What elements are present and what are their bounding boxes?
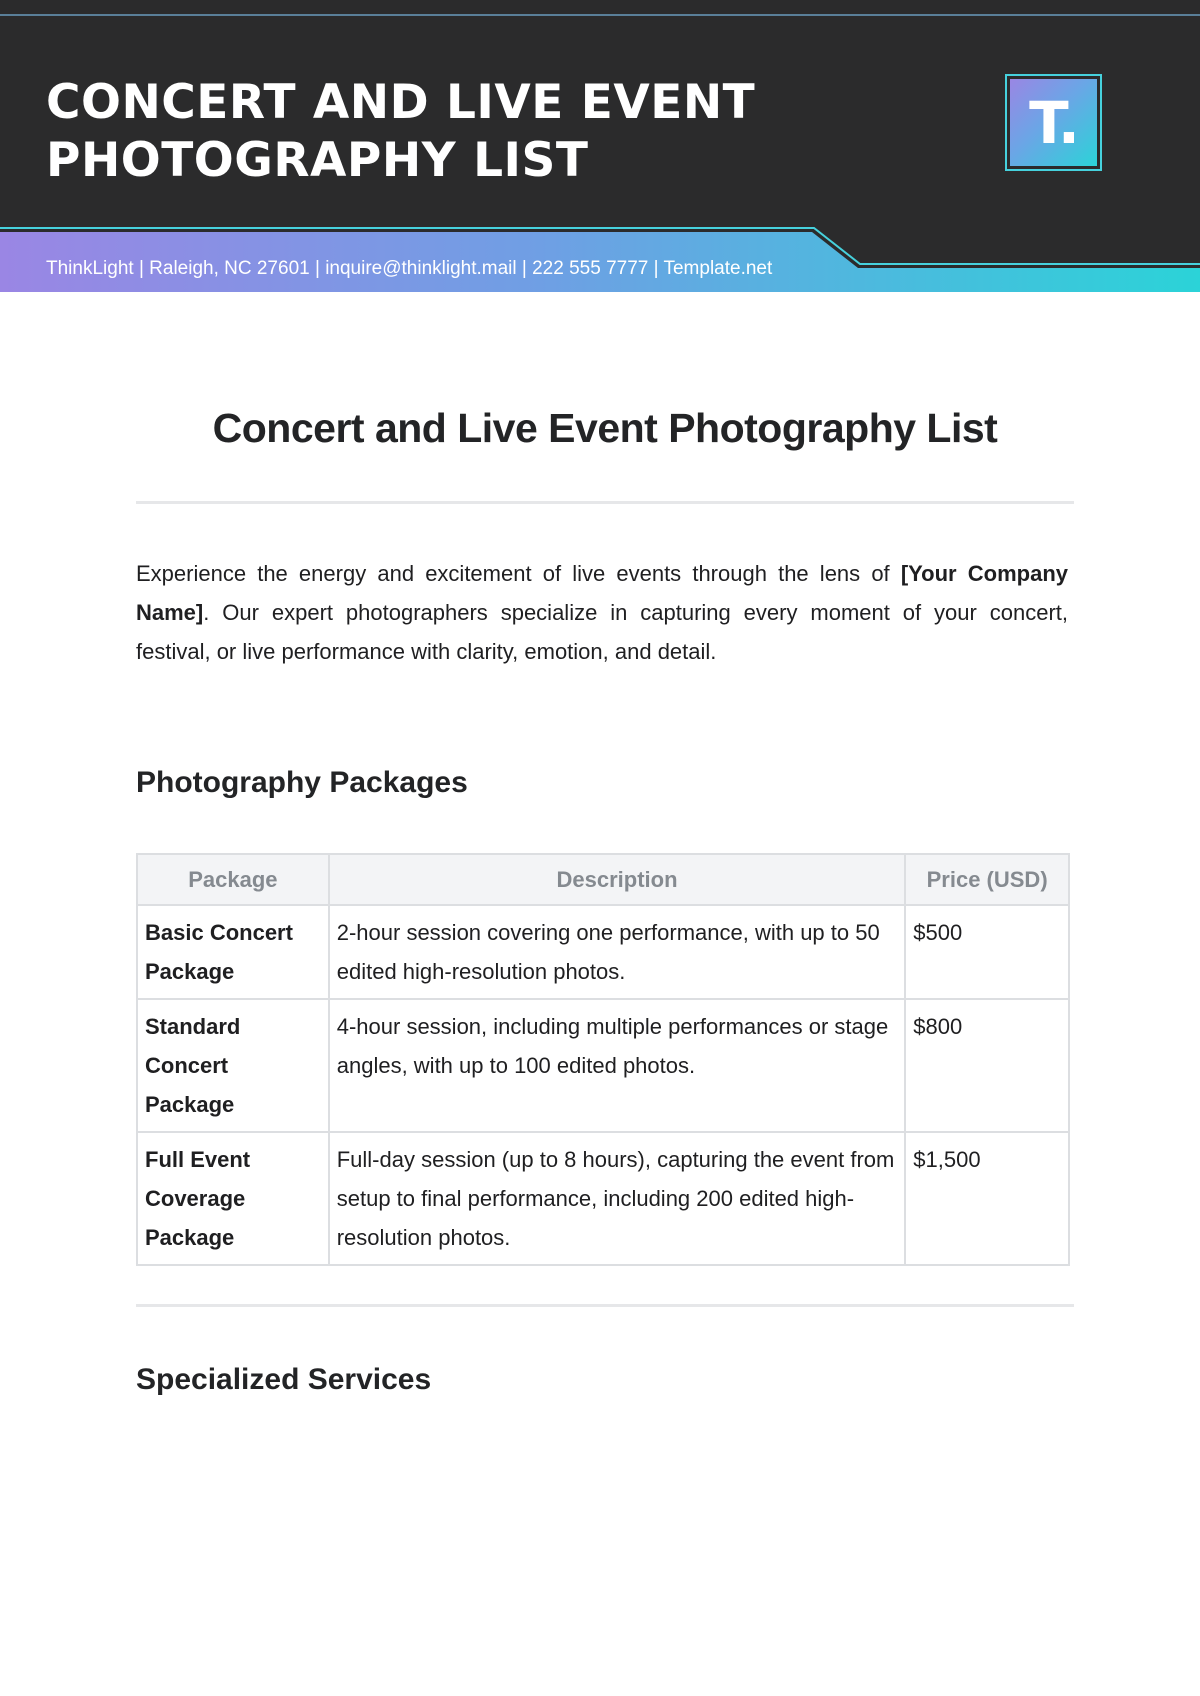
package-description: 4-hour session, including multiple performances or stage angles, with up to 100 edited photos. [329, 999, 906, 1132]
intro-text-start: Experience the energy and excitement of live events through the lens of [136, 561, 901, 586]
document-title: Concert and Live Event Photography List [212, 405, 998, 451]
divider [136, 501, 1074, 504]
packages-heading: Photography Packages [136, 766, 468, 799]
column-header-description: Description [329, 854, 906, 905]
package-description: 2-hour session covering one performance, with up to 50 edited high-resolution photos. [329, 905, 906, 999]
contact-info: ThinkLight | Raleigh, NC 27601 | inquire@thinklight.mail | 222 555 7777 | Template.net [46, 258, 773, 279]
package-price: $800 [905, 999, 1069, 1132]
packages-table [136, 853, 1070, 1266]
package-name: Basic Concert Package [137, 905, 329, 999]
package-name: Full Event Coverage Package [137, 1132, 329, 1265]
intro-text-end: . Our expert photographers specialize in capturing every moment of your concert, festival, or live performance with clarity, emotion, and detail. [136, 600, 1068, 664]
table-row [137, 999, 1069, 1132]
logo-letter: T. [1010, 79, 1097, 166]
services-heading: Specialized Services [136, 1363, 432, 1396]
package-description: Full-day session (up to 8 hours), capturing the event from setup to final performance, including 200 edited high-resolution photos. [329, 1132, 906, 1265]
table-row [137, 1132, 1069, 1265]
table-row [137, 905, 1069, 999]
package-price: $1,500 [905, 1132, 1069, 1265]
header-top-line [0, 14, 1200, 16]
header-title: CONCERT AND LIVE EVENT PHOTOGRAPHY LIST [46, 75, 756, 188]
intro-paragraph [136, 554, 1068, 671]
divider [136, 1304, 1074, 1307]
company-logo [1005, 74, 1102, 171]
package-price: $500 [905, 905, 1069, 999]
document-header [0, 0, 1200, 292]
table-header-row [137, 854, 1069, 905]
column-header-price: Price (USD) [905, 854, 1069, 905]
package-name: Standard Concert Package [137, 999, 329, 1132]
column-header-package: Package [137, 854, 329, 905]
company-name-placeholder: [Your Company Name] [136, 561, 1068, 625]
